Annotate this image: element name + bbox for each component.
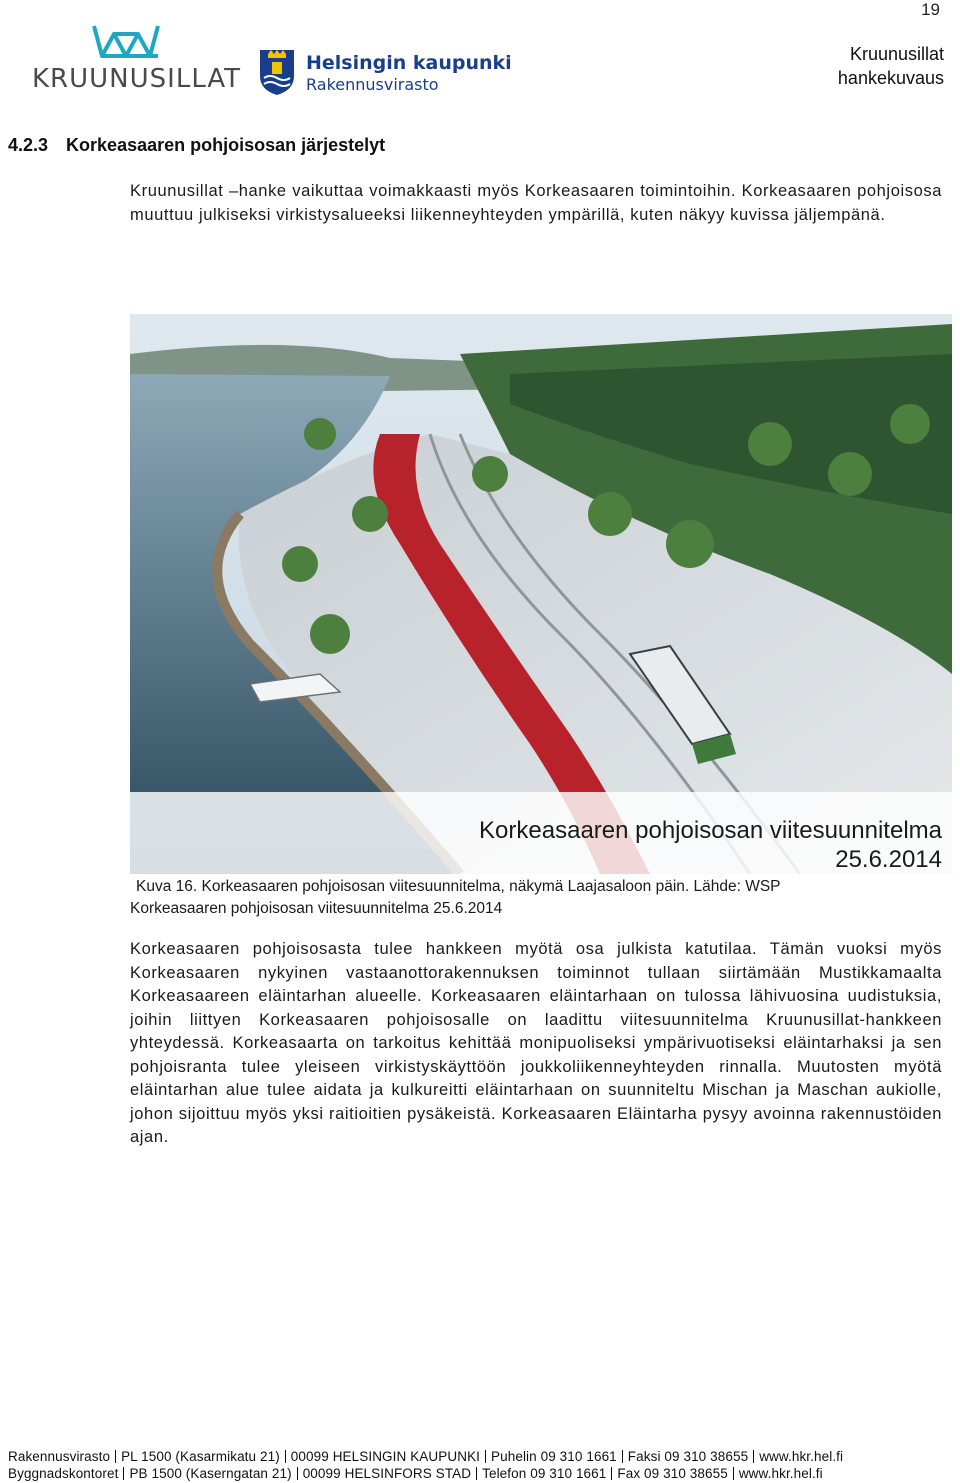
footer-sv-fax: Fax 09 310 38655 xyxy=(617,1466,728,1481)
page-number: 19 xyxy=(921,0,940,19)
section-title: Korkeasaaren pohjoisosan järjestelyt xyxy=(66,135,386,155)
footer-fi-phone: Puhelin 09 310 1661 xyxy=(491,1449,617,1464)
figure-caption-line1: Kuva 16. Korkeasaaren pohjoisosan viitesuunnitelma, näkymä Laajasaloon päin. Lähde: WSP xyxy=(136,878,781,895)
crown-bridge-icon xyxy=(30,22,230,62)
footer-fi-fax: Faksi 09 310 38655 xyxy=(627,1449,749,1464)
footer-fi-office: Rakennusvirasto xyxy=(8,1449,111,1464)
footer-sv-address: PB 1500 (Kaserngatan 21) xyxy=(129,1466,292,1481)
footer-sv-office: Byggnadskontoret xyxy=(8,1466,119,1481)
footer-sv-phone: Telefon 09 310 1661 xyxy=(482,1466,607,1481)
footer-sv-web: www.hkr.hel.fi xyxy=(738,1466,823,1481)
helsinki-crest-icon xyxy=(258,48,296,96)
plan-rendering xyxy=(130,314,952,874)
figure-caption xyxy=(130,876,950,920)
section-number: 4.2.3 xyxy=(8,135,49,155)
figure-caption-line2: Korkeasaaren pohjoisosan viitesuunnitelma 25.6.2014 xyxy=(130,900,503,917)
footer-sv-city: 00099 HELSINFORS STAD xyxy=(302,1466,472,1481)
footer-finnish xyxy=(8,1449,952,1464)
document-title-line2: hankekuvaus xyxy=(837,68,944,88)
section-heading xyxy=(8,135,385,156)
helsinki-name: Helsingin kaupunki xyxy=(306,52,512,74)
kruunusillat-wordmark: KRUUNUSILLAT xyxy=(32,64,242,94)
body-paragraph: Korkeasaaren pohjoisosasta tulee hankkeen myötä osa julkista katutilaa. Tämän vuoksi myös Korkeasaaren nykyinen vastaanottorakennuksen toiminnot tullaan siirtämään Mustikkamaalta Korkeasaareen eläintarhan alueelle. Korkeasaaren eläintarhaan on tulossa lähivuosina uudistuksia, joihin liittyen Korkeasaaren pohjoisosalle on laadittu viitesuunnitelma Kruunusillat-hankkeen yhteydessä. Korkeasaarta on tarkoitus kehittää monipuoliseksi ympärivuotiseksi eläintarhaksi ja sen pohjoisranta tulee yleiseen virkistyskäyttöön joukkoliikenneyhteyden rinnalla. Muutosten myötä eläintarhan alue tulee aidata ja kulkureitti eläintarhaan on suunniteltu Mischan ja Maschan aukiolle, johon sijoittuu myös yksi raitioitien pysäkeistä. Korkeasaaren Eläintarha pysyy avoinna rakennustöiden ajan. xyxy=(130,940,942,1146)
document-title xyxy=(838,42,944,90)
footer-fi-web: www.hkr.hel.fi xyxy=(759,1449,844,1464)
footer-fi-address: PL 1500 (Kasarmikatu 21) xyxy=(121,1449,280,1464)
helsinki-department: Rakennusvirasto xyxy=(306,75,439,94)
intro-paragraph: Kruunusillat –hanke vaikuttaa voimakkaasti myös Korkeasaaren toimintoihin. Korkeasaaren pohjoisosa muuttuu julkiseksi virkistysalueeksi liikenneyhteyden ympärillä, kuten näkyy kuvissa jäljempänä. xyxy=(130,182,942,224)
plan-illustration xyxy=(130,314,952,874)
footer-fi-city: 00099 HELSINGIN KAUPUNKI xyxy=(290,1449,481,1464)
plan-overlay-title: Korkeasaaren pohjoisosan viitesuunnitelma xyxy=(479,817,942,844)
footer-swedish xyxy=(8,1466,952,1481)
plan-overlay-date: 25.6.2014 xyxy=(835,846,942,873)
document-title-line1: Kruunusillat xyxy=(849,44,944,64)
